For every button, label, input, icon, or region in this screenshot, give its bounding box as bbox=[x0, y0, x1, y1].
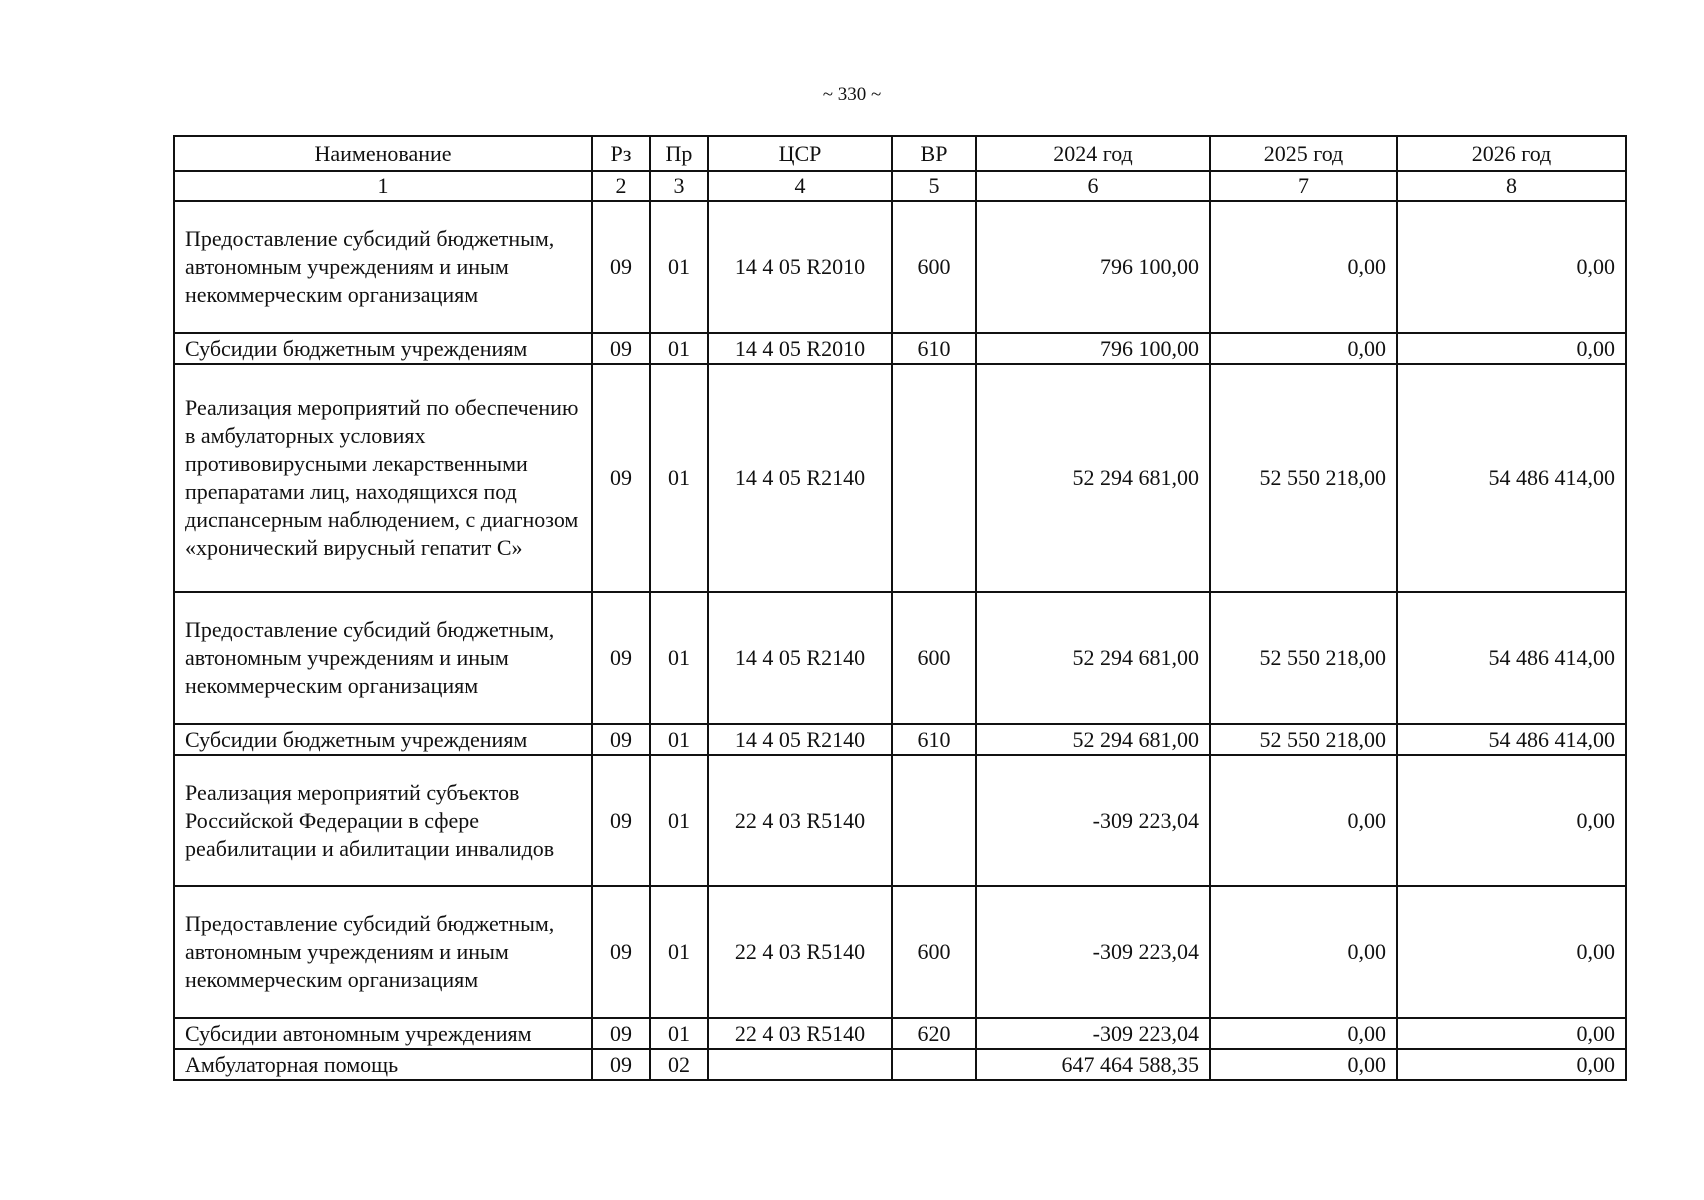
row-vr: 610 bbox=[892, 724, 976, 755]
row-amount-2024: -309 223,04 bbox=[976, 886, 1210, 1018]
row-rz: 09 bbox=[592, 724, 650, 755]
row-vr: 600 bbox=[892, 886, 976, 1018]
row-pr: 01 bbox=[650, 592, 708, 724]
page-number: ~ 330 ~ bbox=[822, 84, 882, 105]
row-amount-2024: 647 464 588,35 bbox=[976, 1049, 1210, 1080]
row-vr: 620 bbox=[892, 1018, 976, 1049]
row-amount-2026: 0,00 bbox=[1397, 1049, 1626, 1080]
table-row bbox=[174, 201, 1626, 333]
row-pr: 01 bbox=[650, 364, 708, 592]
row-amount-2026: 54 486 414,00 bbox=[1397, 364, 1626, 592]
row-amount-2026: 0,00 bbox=[1397, 755, 1626, 886]
row-name: Амбулаторная помощь bbox=[174, 1049, 592, 1080]
row-csr: 14 4 05 R2010 bbox=[708, 333, 892, 364]
row-amount-2026: 54 486 414,00 bbox=[1397, 724, 1626, 755]
table-row bbox=[174, 592, 1626, 724]
row-amount-2024: 796 100,00 bbox=[976, 201, 1210, 333]
header-2025: 2025 год bbox=[1210, 136, 1397, 171]
table-row bbox=[174, 364, 1626, 592]
row-pr: 01 bbox=[650, 201, 708, 333]
row-amount-2025: 52 550 218,00 bbox=[1210, 592, 1397, 724]
header-vr: ВР bbox=[892, 136, 976, 171]
row-amount-2025: 0,00 bbox=[1210, 1049, 1397, 1080]
row-rz: 09 bbox=[592, 333, 650, 364]
row-pr: 01 bbox=[650, 333, 708, 364]
column-index: 1 bbox=[174, 171, 592, 201]
row-amount-2026: 0,00 bbox=[1397, 201, 1626, 333]
row-pr: 01 bbox=[650, 755, 708, 886]
row-name: Субсидии бюджетным учреждениям bbox=[174, 333, 592, 364]
table-row bbox=[174, 724, 1626, 755]
row-vr bbox=[892, 755, 976, 886]
row-amount-2025: 52 550 218,00 bbox=[1210, 724, 1397, 755]
row-pr: 01 bbox=[650, 886, 708, 1018]
table-row bbox=[174, 886, 1626, 1018]
row-csr bbox=[708, 1049, 892, 1080]
row-vr bbox=[892, 1049, 976, 1080]
row-amount-2024: 796 100,00 bbox=[976, 333, 1210, 364]
row-csr: 14 4 05 R2140 bbox=[708, 364, 892, 592]
row-csr: 22 4 03 R5140 bbox=[708, 755, 892, 886]
column-index: 8 bbox=[1397, 171, 1626, 201]
header-csr: ЦСР bbox=[708, 136, 892, 171]
row-vr: 600 bbox=[892, 201, 976, 333]
row-vr: 600 bbox=[892, 592, 976, 724]
table-row bbox=[174, 755, 1626, 886]
row-name: Предоставление субсидий бюджетным, автономным учреждениям и иным некоммерческим организациям bbox=[174, 201, 592, 333]
row-name: Субсидии бюджетным учреждениям bbox=[174, 724, 592, 755]
column-index: 2 bbox=[592, 171, 650, 201]
row-rz: 09 bbox=[592, 755, 650, 886]
column-index: 6 bbox=[976, 171, 1210, 201]
header-2026: 2026 год bbox=[1397, 136, 1626, 171]
row-csr: 22 4 03 R5140 bbox=[708, 886, 892, 1018]
row-csr: 14 4 05 R2010 bbox=[708, 201, 892, 333]
header-row bbox=[174, 136, 1626, 171]
row-amount-2024: 52 294 681,00 bbox=[976, 592, 1210, 724]
row-csr: 14 4 05 R2140 bbox=[708, 724, 892, 755]
header-rz: Рз bbox=[592, 136, 650, 171]
row-vr bbox=[892, 364, 976, 592]
row-vr: 610 bbox=[892, 333, 976, 364]
row-pr: 01 bbox=[650, 724, 708, 755]
header-pr: Пр bbox=[650, 136, 708, 171]
row-amount-2025: 0,00 bbox=[1210, 333, 1397, 364]
row-amount-2026: 0,00 bbox=[1397, 1018, 1626, 1049]
table-row bbox=[174, 1049, 1626, 1080]
row-pr: 02 bbox=[650, 1049, 708, 1080]
row-rz: 09 bbox=[592, 201, 650, 333]
row-amount-2026: 54 486 414,00 bbox=[1397, 592, 1626, 724]
table-row bbox=[174, 1018, 1626, 1049]
row-pr: 01 bbox=[650, 1018, 708, 1049]
row-rz: 09 bbox=[592, 1018, 650, 1049]
row-amount-2024: -309 223,04 bbox=[976, 1018, 1210, 1049]
column-index-row bbox=[174, 171, 1626, 201]
header-name: Наименование bbox=[174, 136, 592, 171]
row-rz: 09 bbox=[592, 1049, 650, 1080]
row-rz: 09 bbox=[592, 364, 650, 592]
column-index: 4 bbox=[708, 171, 892, 201]
row-name: Предоставление субсидий бюджетным, автономным учреждениям и иным некоммерческим организациям bbox=[174, 592, 592, 724]
row-amount-2025: 0,00 bbox=[1210, 886, 1397, 1018]
row-name: Субсидии автономным учреждениям bbox=[174, 1018, 592, 1049]
column-index: 7 bbox=[1210, 171, 1397, 201]
row-csr: 22 4 03 R5140 bbox=[708, 1018, 892, 1049]
row-amount-2026: 0,00 bbox=[1397, 333, 1626, 364]
row-amount-2024: 52 294 681,00 bbox=[976, 724, 1210, 755]
column-index: 5 bbox=[892, 171, 976, 201]
row-amount-2025: 0,00 bbox=[1210, 755, 1397, 886]
row-csr: 14 4 05 R2140 bbox=[708, 592, 892, 724]
row-name: Реализация мероприятий субъектов Российской Федерации в сфере реабилитации и абилитации инвалидов bbox=[174, 755, 592, 886]
row-amount-2024: -309 223,04 bbox=[976, 755, 1210, 886]
table-row bbox=[174, 333, 1626, 364]
row-name: Предоставление субсидий бюджетным, автономным учреждениям и иным некоммерческим организациям bbox=[174, 886, 592, 1018]
row-amount-2024: 52 294 681,00 bbox=[976, 364, 1210, 592]
row-amount-2025: 52 550 218,00 bbox=[1210, 364, 1397, 592]
row-rz: 09 bbox=[592, 886, 650, 1018]
row-amount-2026: 0,00 bbox=[1397, 886, 1626, 1018]
row-amount-2025: 0,00 bbox=[1210, 1018, 1397, 1049]
row-name: Реализация мероприятий по обеспечению в амбулаторных условиях противовирусными лекарственными препаратами лиц, находящихся под диспансерным наблюдением, с диагнозом «хронический вирусный гепатит С» bbox=[174, 364, 592, 592]
budget-table bbox=[173, 135, 1627, 1081]
row-amount-2025: 0,00 bbox=[1210, 201, 1397, 333]
column-index: 3 bbox=[650, 171, 708, 201]
row-rz: 09 bbox=[592, 592, 650, 724]
header-2024: 2024 год bbox=[976, 136, 1210, 171]
